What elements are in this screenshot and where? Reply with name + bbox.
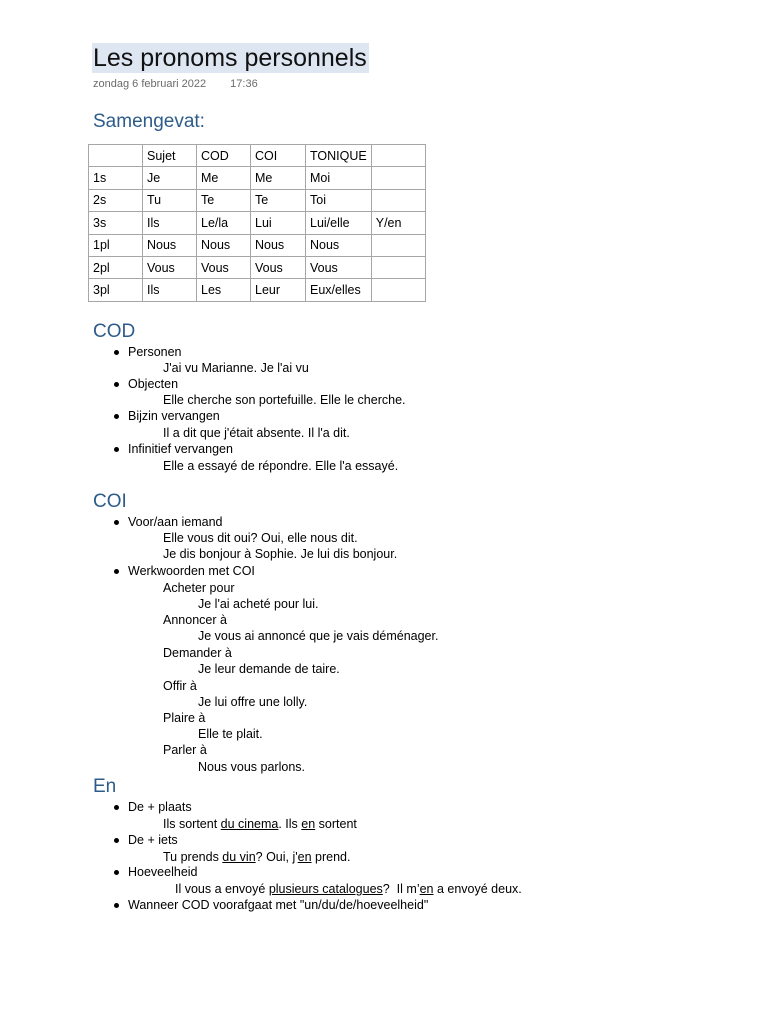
table-cell: 2pl [89,256,143,278]
cod-heading: COD [93,321,136,342]
example-sentence: Elle a essayé de répondre. Elle l'a essayé. [163,459,399,473]
table-cell: Ils [143,212,197,234]
underlined-phrase: du cinema [220,817,279,831]
table-cell: Eux/elles [306,279,372,301]
table-cell [371,234,425,256]
table-header-cell: COD [197,145,251,167]
table-header-cell [371,145,425,167]
list-item: De + iets [128,833,178,847]
table-cell [371,167,425,189]
sentence-part: Tu prends [163,850,223,864]
underlined-pronoun: en [301,817,316,831]
example-sentence [163,816,357,832]
example-sentence: Elle vous dit oui? Oui, elle nous dit. [163,531,358,545]
example-sentence: Elle cherche son portefuille. Elle le cherche. [163,393,406,407]
table-cell: Je [143,167,197,189]
table-row [89,167,426,189]
sentence-part: Ils sortent [163,817,221,831]
summary-heading: Samengevat: [93,111,205,132]
table-cell: Lui/elle [306,212,372,234]
verb-label: Offir à [163,679,197,693]
example-sentence: Je lui offre une lolly. [198,695,308,709]
sentence-part: a envoyé deux. [433,882,522,896]
example-sentence: Je vous ai annoncé que je vais déménager. [198,629,439,643]
example-sentence: Il a dit que j'était absente. Il l'a dit. [163,426,350,440]
underlined-phrase: du vin [222,850,256,864]
table-cell: Nous [143,234,197,256]
table-cell: Lui [251,212,306,234]
en-heading: En [93,776,117,797]
table-cell: Nous [251,234,306,256]
sentence-part: ? Oui, j' [255,850,298,864]
table-cell: Y/en [371,212,425,234]
list-item: Hoeveelheid [128,865,198,879]
table-row [89,279,426,301]
verb-label: Parler à [163,743,207,757]
list-item: Infinitief vervangen [128,442,233,456]
sentence-part: sortent [315,817,357,831]
table-cell: Les [197,279,251,301]
verb-label: Demander à [163,646,232,660]
example-sentence [163,849,350,865]
page-meta [93,78,258,90]
table-cell: Vous [197,256,251,278]
example-sentence [175,881,522,897]
example-sentence: Je l'ai acheté pour lui. [198,597,319,611]
table-cell: Tu [143,189,197,211]
example-sentence: Nous vous parlons. [198,760,306,774]
table-cell: Nous [306,234,372,256]
verb-label: Annoncer à [163,613,227,627]
table-header-cell [89,145,143,167]
table-header-cell: Sujet [143,145,197,167]
sentence-part: prend. [311,850,351,864]
page-time: 17:36 [230,78,258,90]
table-cell: Me [251,167,306,189]
table-cell: Toi [306,189,372,211]
sentence-part: Il vous a envoyé [175,882,269,896]
example-sentence: J'ai vu Marianne. Je l'ai vu [163,361,309,375]
page-date: zondag 6 februari 2022 [93,78,207,90]
table-header-row [89,145,426,167]
table-cell: Ils [143,279,197,301]
table-cell: Moi [306,167,372,189]
list-item: De + plaats [128,800,192,814]
table-header-cell: COI [251,145,306,167]
table-cell [371,279,425,301]
table-header-cell: TONIQUE [306,145,372,167]
table-cell: Te [251,189,306,211]
list-item: Wanneer COD voorafgaat met "un/du/de/hoeveelheid" [128,898,429,912]
list-item: Voor/aan iemand [128,515,223,529]
underlined-pronoun: en [419,882,434,896]
list-item: Personen [128,345,182,359]
sentence-part: . Ils [278,817,302,831]
table-cell: 1s [89,167,143,189]
example-sentence: Je dis bonjour à Sophie. Je lui dis bonjour. [163,547,398,561]
list-item: Bijzin vervangen [128,409,220,423]
example-sentence: Je leur demande de taire. [198,662,340,676]
verb-label: Acheter pour [163,581,235,595]
pronoun-table [88,144,426,302]
table-row [89,256,426,278]
table-cell: Nous [197,234,251,256]
table-cell: 2s [89,189,143,211]
table-cell: 1pl [89,234,143,256]
table-cell [371,189,425,211]
list-item: Werkwoorden met COI [128,564,255,578]
table-cell: Vous [251,256,306,278]
table-row [89,212,426,234]
table-cell: Te [197,189,251,211]
coi-heading: COI [93,491,127,512]
table-row [89,189,426,211]
table-cell: Leur [251,279,306,301]
list-item: Objecten [128,377,179,391]
table-cell: Vous [143,256,197,278]
table-cell: Vous [306,256,372,278]
table-cell: 3pl [89,279,143,301]
table-cell: Me [197,167,251,189]
table-cell [371,256,425,278]
underlined-pronoun: en [297,850,312,864]
example-sentence: Elle te plait. [198,727,263,741]
page-title[interactable]: Les pronoms personnels [93,44,367,72]
sentence-part: ? Il m’ [382,882,420,896]
table-row [89,234,426,256]
underlined-phrase: plusieurs catalogues [268,882,383,896]
table-cell: Le/la [197,212,251,234]
table-cell: 3s [89,212,143,234]
verb-label: Plaire à [163,711,206,725]
